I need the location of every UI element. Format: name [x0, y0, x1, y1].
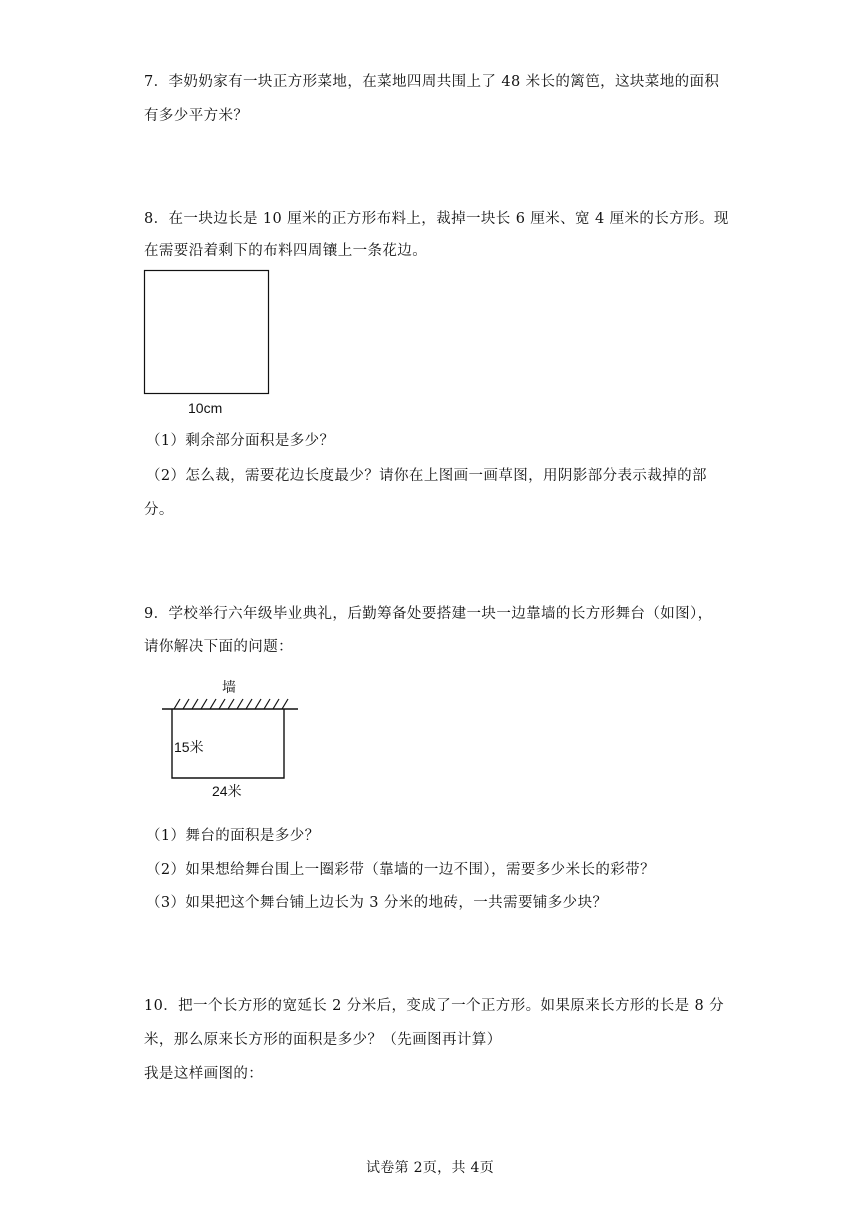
q10-text-line-2: 米，那么原来长方形的面积是多少？（先画图再计算）: [144, 1032, 502, 1048]
q9-text-line-2: 请你解决下面的问题：: [144, 639, 293, 655]
q8-square-figure: [144, 270, 270, 396]
wall-hatching: [174, 699, 288, 709]
q7-text-line-2: 有多少平方米？: [144, 108, 249, 124]
q10-text-line-3: 我是这样画图的：: [144, 1066, 264, 1082]
q9-side-label: 15米: [174, 739, 204, 755]
page-footer: 试卷第 2页，共 4页: [365, 1160, 494, 1176]
q8-text-line-1: 8．在一块边长是 10 厘米的正方形布料上，裁掉一块长 6 厘米、宽 4 厘米的长方形。现: [144, 211, 729, 227]
q7-text-line-1: 7．李奶奶家有一块正方形菜地，在菜地四周共围上了 48 米长的篱笆，这块菜地的面积: [144, 74, 720, 90]
q9-bottom-label: 24米: [212, 783, 242, 799]
q9-text-line-1: 9．学校举行六年级毕业典礼，后勤筹备处要搭建一块一边靠墙的长方形舞台（如图），: [144, 606, 713, 622]
q9-sub-question-2: （2）如果想给舞台围上一圈彩带（靠墙的一边不围），需要多少米长的彩带？: [146, 862, 655, 878]
q9-stage-figure: [160, 694, 300, 780]
q8-square: [145, 271, 269, 394]
q8-sub-question-1: （1）剩余部分面积是多少？: [146, 433, 335, 449]
q8-sub-question-2-line-2: 分。: [144, 502, 174, 518]
q9-wall-label: 墙: [222, 679, 236, 695]
q9-sub-question-3: （3）如果把这个舞台铺上边长为 3 分米的地砖，一共需要铺多少块？: [146, 895, 608, 911]
q8-text-line-2: 在需要沿着剩下的布料四周镶上一条花边。: [144, 243, 428, 259]
q9-sub-question-1: （1）舞台的面积是多少？: [146, 828, 320, 844]
q8-sub-question-2-line-1: （2）怎么裁，需要花边长度最少？请你在上图画一画草图，用阴影部分表示裁掉的部: [146, 468, 707, 484]
q8-figure-label: 10cm: [188, 400, 223, 416]
q10-text-line-1: 10．把一个长方形的宽延长 2 分米后，变成了一个正方形。如果原来长方形的长是 8 分: [144, 998, 725, 1014]
